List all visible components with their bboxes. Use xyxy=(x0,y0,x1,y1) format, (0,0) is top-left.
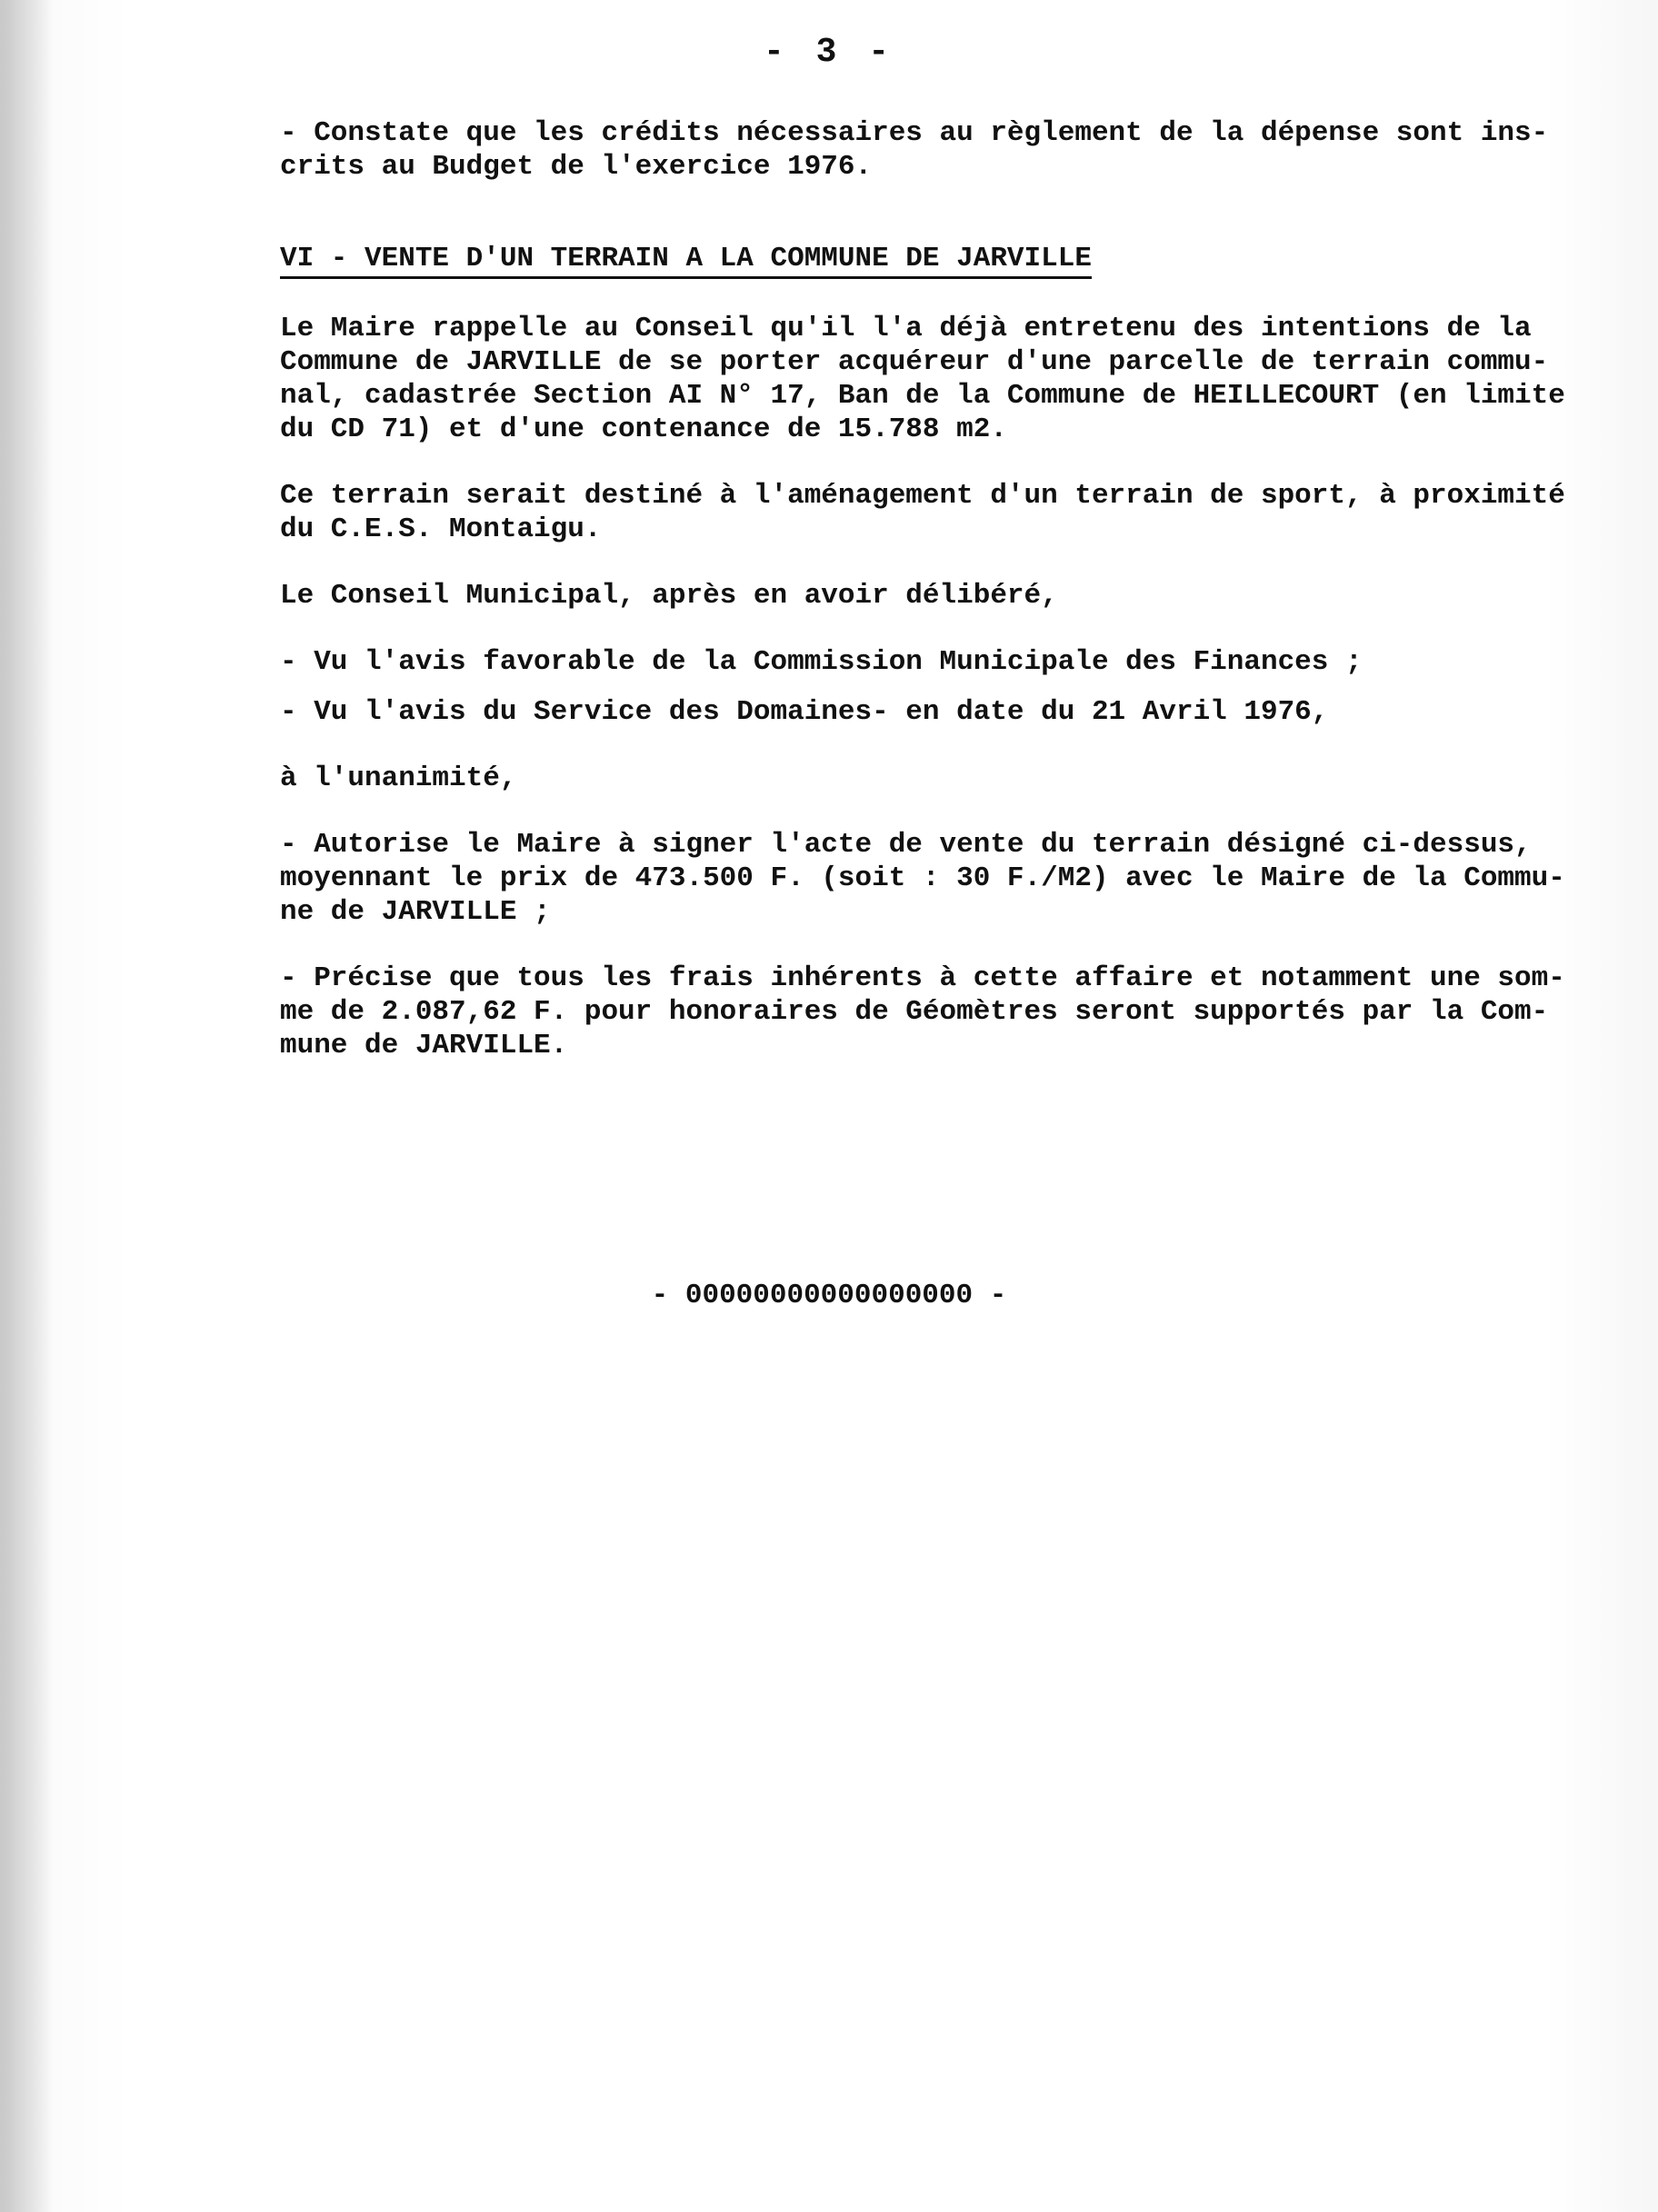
intro-paragraph xyxy=(280,312,1643,446)
section-heading: VI - VENTE D'UN TERRAIN A LA COMMUNE DE JARVILLE xyxy=(280,242,1092,279)
decision-costs xyxy=(280,962,1643,1062)
intro-line-4: du CD 71) et d'une contenance de 15.788 m2. xyxy=(280,414,1007,445)
purpose-line-1: Ce terrain serait destiné à l'aménagement d'un terrain de sport, à proximité xyxy=(280,480,1565,512)
page-edge-shadow xyxy=(0,0,53,2212)
council-statement: Le Conseil Municipal, après en avoir délibéré, xyxy=(280,580,1058,612)
purpose-paragraph xyxy=(280,479,1643,546)
intro-line-1: Le Maire rappelle au Conseil qu'il l'a déjà entretenu des intentions de la xyxy=(280,313,1532,344)
authorize-line-2: moyennant le prix de 473.500 F. (soit : 30 F./M2) avec le Maire de la Commu- xyxy=(280,862,1565,894)
vote-result: à l'unanimité, xyxy=(280,762,517,794)
consideration-domaines: - Vu l'avis du Service des Domaines- en date du 21 Avril 1976, xyxy=(280,696,1329,728)
top-clause xyxy=(280,116,1643,184)
intro-line-3: nal, cadastrée Section AI N° 17, Ban de la Commune de HEILLECOURT (en limite xyxy=(280,380,1565,412)
purpose-line-2: du C.E.S. Montaigu. xyxy=(280,513,602,545)
costs-line-1: - Précise que tous les frais inhérents à cette affaire et notamment une som- xyxy=(280,962,1565,994)
costs-line-3: mune de JARVILLE. xyxy=(280,1030,568,1061)
consideration-finances: - Vu l'avis favorable de la Commission Municipale des Finances ; xyxy=(280,646,1363,678)
authorize-line-1: - Autorise le Maire à signer l'acte de vente du terrain désigné ci-dessus, xyxy=(280,829,1532,861)
intro-line-2: Commune de JARVILLE de se porter acquéreur d'une parcelle de terrain commu- xyxy=(280,346,1549,378)
decision-authorize xyxy=(280,828,1643,929)
authorize-line-3: ne de JARVILLE ; xyxy=(280,896,551,928)
top-clause-line-1: - Constate que les crédits nécessaires au règlement de la dépense sont ins- xyxy=(280,117,1549,149)
document-body xyxy=(280,116,1643,1062)
top-clause-line-2: crits au Budget de l'exercice 1976. xyxy=(280,151,873,183)
closing-separator: - 00000000000000000 - xyxy=(651,1280,1007,1311)
costs-line-2: me de 2.087,62 F. pour honoraires de Géomètres seront supportés par la Com- xyxy=(280,996,1549,1028)
page-number: - 3 - xyxy=(763,33,895,72)
section-heading-wrap xyxy=(280,242,1643,279)
